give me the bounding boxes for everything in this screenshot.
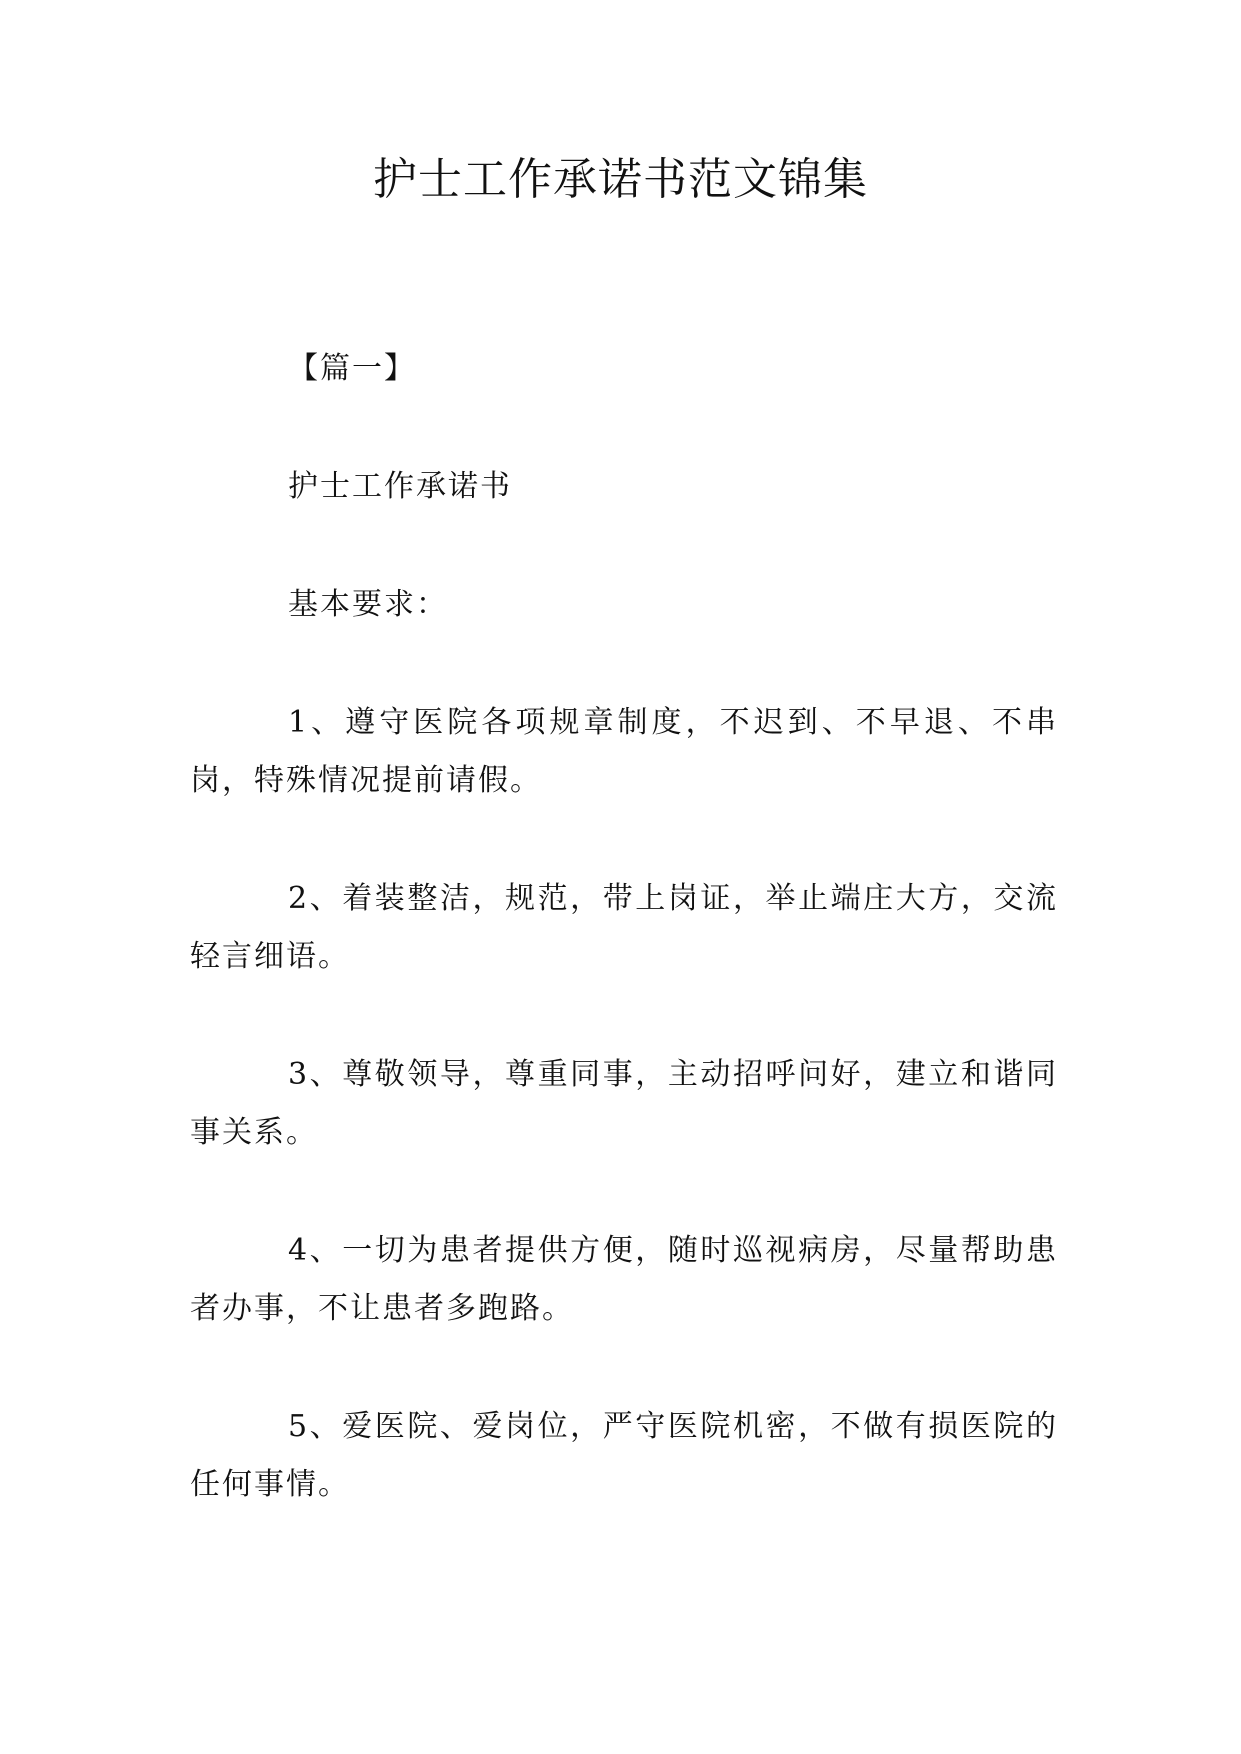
requirement-item-1: 1、遵守医院各项规章制度，不迟到、不早退、不串岗，特殊情况提前请假。 bbox=[190, 705, 1058, 798]
requirement-item-2: 2、着装整洁，规范，带上岗证，举止端庄大方，交流轻言细语。 bbox=[190, 881, 1058, 974]
section-marker: 【篇一】 bbox=[288, 351, 416, 386]
document-title: 护士工作承诺书范文锦集 bbox=[373, 154, 868, 205]
document-body bbox=[190, 340, 1058, 1514]
requirement-item-4: 4、一切为患者提供方便，随时巡视病房，尽量帮助患者办事，不让患者多跑路。 bbox=[190, 1233, 1058, 1326]
requirement-item-5: 5、爱医院、爱岗位，严守医院机密，不做有损医院的任何事情。 bbox=[190, 1409, 1058, 1502]
document-subtitle: 护士工作承诺书 bbox=[288, 469, 512, 504]
requirement-item-3: 3、尊敬领导，尊重同事，主动招呼问好，建立和谐同事关系。 bbox=[190, 1057, 1058, 1150]
basic-requirements-label: 基本要求： bbox=[288, 587, 448, 622]
